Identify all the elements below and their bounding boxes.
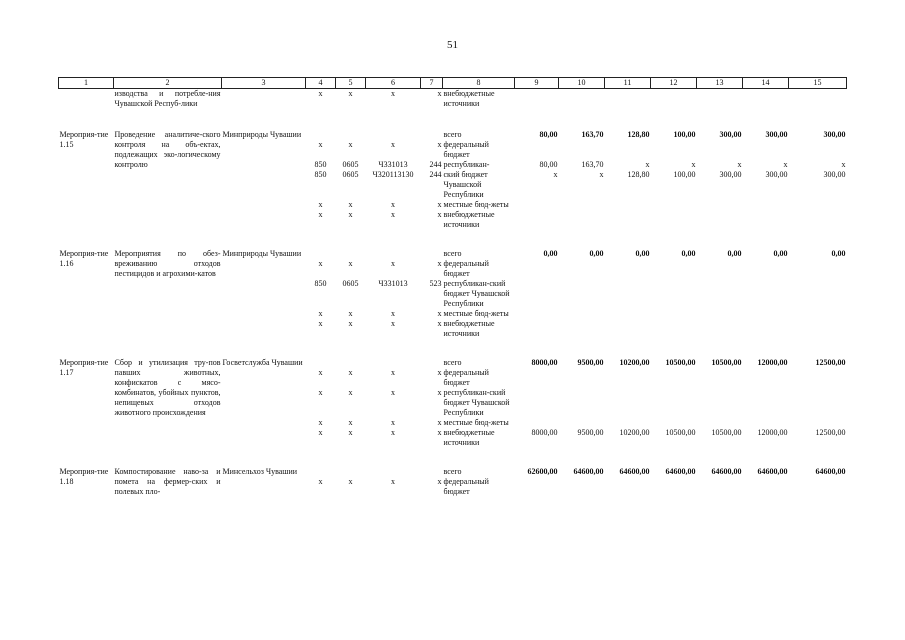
amount-cell: x (783, 160, 788, 169)
event-executor: Минсельхоз Чувашии (222, 467, 298, 476)
amount-cell: 10500,00 (711, 428, 742, 437)
amount-cell: 64600,00 (619, 467, 650, 476)
grbs-code: x (318, 319, 323, 328)
grbs-code: 850 (314, 170, 327, 179)
amount-cell: 128,80 (627, 130, 650, 139)
amount-cell: 12500,00 (815, 428, 846, 437)
funding-source: местные бюд-жеты (443, 309, 509, 318)
grbs-code (306, 467, 336, 477)
amount-cell (515, 259, 559, 279)
expense-type-code (421, 467, 443, 477)
amount-cell: 128,80 (627, 170, 650, 179)
budget-table (58, 77, 847, 497)
column-header: 10 (559, 78, 605, 89)
column-header: 12 (651, 78, 697, 89)
column-header: 13 (697, 78, 743, 89)
amount-cell (697, 368, 743, 388)
amount-cell: 80,00 (539, 130, 558, 139)
section-code: x (348, 368, 353, 377)
spacer-cell (59, 230, 847, 249)
amount-cell (515, 368, 559, 388)
target-article-code: Ч331013 (378, 279, 408, 288)
amount-cell: 300,00 (823, 130, 846, 139)
grbs-code: x (318, 368, 323, 377)
amount-cell: 10500,00 (665, 428, 696, 437)
column-header: 11 (605, 78, 651, 89)
amount-cell (743, 319, 789, 339)
cell-x: x (391, 89, 395, 98)
section-code (336, 467, 366, 477)
amount-cell: 12500,00 (815, 358, 846, 367)
funding-source: всего (443, 249, 462, 258)
funding-source: ский бюджет Чувашской Республики (443, 170, 488, 199)
grbs-code (306, 130, 336, 140)
amount-cell (515, 210, 559, 230)
amount-cell (789, 388, 847, 418)
amount-cell: 62600,00 (527, 467, 558, 476)
amount-cell: 300,00 (823, 170, 846, 179)
column-header: 2 (114, 78, 222, 89)
amount-cell (559, 418, 605, 428)
column-header: 5 (336, 78, 366, 89)
grbs-code: x (318, 309, 323, 318)
spacer-row (59, 448, 847, 467)
amount-cell: x (553, 170, 558, 179)
cell-x: x (318, 89, 323, 98)
grbs-code: 850 (314, 279, 327, 288)
amount-cell: 0,00 (635, 249, 650, 258)
cell-x: x (437, 89, 442, 98)
section-code: x (348, 259, 353, 268)
column-header: 7 (421, 78, 443, 89)
event-name: Мероприятия по обез-вреживанию отходов пестицидов и агрохими-катов (114, 249, 221, 278)
amount-cell (697, 319, 743, 339)
amount-cell: 64600,00 (573, 467, 604, 476)
table-row (59, 358, 847, 368)
table-row (59, 130, 847, 140)
amount-cell: x (841, 160, 846, 169)
header-row (59, 78, 847, 89)
expense-type-code: 244 (429, 170, 442, 179)
expense-type-code: x (437, 368, 442, 377)
table-row (59, 467, 847, 477)
grbs-code: x (318, 477, 323, 486)
amount-cell (789, 200, 847, 210)
amount-cell: 0,00 (589, 249, 604, 258)
amount-cell: 300,00 (719, 170, 742, 179)
expense-type-code: 523 (429, 279, 442, 288)
section-code: x (348, 418, 353, 427)
amount-cell (697, 477, 743, 497)
column-header: 6 (366, 78, 421, 89)
grbs-code: x (318, 210, 323, 219)
expense-type-code: x (437, 418, 442, 427)
event-executor: Госветслужба Чувашии (222, 358, 303, 367)
amount-cell (697, 418, 743, 428)
amount-cell (651, 140, 697, 160)
amount-cell (743, 309, 789, 319)
section-code: 0605 (342, 170, 359, 179)
amount-cell: 9500,00 (577, 358, 604, 367)
spacer-row (59, 109, 847, 130)
funding-source: федеральный бюджет (443, 368, 489, 387)
section-code: x (348, 210, 353, 219)
section-code: 0605 (342, 160, 359, 169)
amount-cell (789, 319, 847, 339)
grbs-code: x (318, 200, 323, 209)
amount-cell (605, 368, 651, 388)
target-article-code (366, 358, 421, 368)
amount-cell (605, 477, 651, 497)
cell-x: x (348, 89, 353, 98)
amount-cell (515, 418, 559, 428)
amount-cell (515, 309, 559, 319)
amount-cell: 64600,00 (711, 467, 742, 476)
funding-source: внебюджетные источники (443, 428, 495, 447)
section-code: x (348, 309, 353, 318)
expense-type-code: x (437, 428, 442, 437)
funding-source: республикан- (443, 160, 490, 169)
amount-cell: 12000,00 (757, 428, 788, 437)
amount-cell (789, 418, 847, 428)
expense-type-code: x (437, 259, 442, 268)
amount-cell (559, 259, 605, 279)
continuation-row (59, 89, 847, 110)
grbs-code: x (318, 140, 323, 149)
amount-cell (559, 200, 605, 210)
expense-type-code: 244 (429, 160, 442, 169)
amount-cell (697, 140, 743, 160)
amount-cell: 80,00 (539, 160, 558, 169)
amount-cell (651, 200, 697, 210)
amount-cell (559, 210, 605, 230)
amount-cell (605, 259, 651, 279)
amount-cell (789, 259, 847, 279)
table-row (59, 249, 847, 259)
target-article-code: Ч320113130 (372, 170, 414, 179)
grbs-code: 850 (314, 160, 327, 169)
amount-cell (605, 210, 651, 230)
amount-cell: 300,00 (765, 170, 788, 179)
grbs-code (306, 358, 336, 368)
target-article-code: x (391, 140, 395, 149)
column-header: 1 (59, 78, 114, 89)
amount-cell (605, 279, 651, 309)
target-article-code: x (391, 200, 395, 209)
spacer-cell (59, 109, 847, 130)
amount-cell: 100,00 (673, 130, 696, 139)
target-article-code: x (391, 319, 395, 328)
section-code: x (348, 319, 353, 328)
amount-cell (515, 140, 559, 160)
target-article-code: x (391, 477, 395, 486)
section-code (336, 130, 366, 140)
grbs-code: x (318, 428, 323, 437)
event-executor: Минприроды Чувашии (222, 130, 302, 139)
amount-cell: 100,00 (673, 170, 696, 179)
continued-name: изводства и потребле-ния Чувашской Респуб-лики (114, 89, 221, 108)
spacer-cell (59, 448, 847, 467)
amount-cell (515, 319, 559, 339)
event-code: Мероприя-тие 1.17 (59, 358, 109, 377)
column-header: 9 (515, 78, 559, 89)
amount-cell: 64600,00 (665, 467, 696, 476)
amount-cell: 0,00 (773, 249, 788, 258)
amount-cell (515, 279, 559, 309)
amount-cell (559, 388, 605, 418)
amount-cell: x (645, 160, 650, 169)
event-name: Проведение аналитиче-ского контроля на объ-ектах, подлежащих эко-логическому контролю (114, 130, 221, 169)
amount-cell (651, 477, 697, 497)
target-article-code: x (391, 368, 395, 377)
funding-source: федеральный бюджет (443, 259, 489, 278)
funding-source: внебюджетные источники (443, 89, 495, 108)
amount-cell (789, 140, 847, 160)
amount-cell (559, 140, 605, 160)
spacer-cell (59, 339, 847, 358)
amount-cell (697, 309, 743, 319)
target-article-code (366, 249, 421, 259)
amount-cell: 10500,00 (711, 358, 742, 367)
amount-cell (743, 210, 789, 230)
section-code: x (348, 140, 353, 149)
amount-cell (789, 279, 847, 309)
amount-cell: 64600,00 (757, 467, 788, 476)
amount-cell: 0,00 (727, 249, 742, 258)
amount-cell (789, 368, 847, 388)
amount-cell (515, 477, 559, 497)
target-article-code (366, 130, 421, 140)
expense-type-code (421, 249, 443, 259)
amount-cell (651, 418, 697, 428)
amount-cell (697, 210, 743, 230)
amount-cell (743, 200, 789, 210)
amount-cell (743, 279, 789, 309)
amount-cell (743, 418, 789, 428)
amount-cell: 10200,00 (619, 358, 650, 367)
amount-cell (515, 388, 559, 418)
amount-cell: 163,70 (581, 160, 604, 169)
amount-cell (697, 259, 743, 279)
amount-cell: 0,00 (543, 249, 558, 258)
amount-cell (605, 319, 651, 339)
funding-source: республикан-ский бюджет Чувашской Республики (443, 279, 510, 308)
funding-source: внебюджетные источники (443, 319, 495, 338)
amount-cell (697, 200, 743, 210)
amount-cell: x (737, 160, 742, 169)
amount-cell (743, 140, 789, 160)
target-article-code: x (391, 210, 395, 219)
funding-source: всего (443, 467, 462, 476)
amount-cell: 300,00 (765, 130, 788, 139)
amount-cell (605, 140, 651, 160)
expense-type-code: x (437, 477, 442, 486)
expense-type-code: x (437, 140, 442, 149)
amount-cell: 163,70 (581, 130, 604, 139)
expense-type-code: x (437, 309, 442, 318)
funding-source: всего (443, 130, 462, 139)
amount-cell (697, 279, 743, 309)
funding-source: всего (443, 358, 462, 367)
section-code: 0605 (342, 279, 359, 288)
amount-cell (789, 210, 847, 230)
amount-cell (605, 200, 651, 210)
expense-type-code: x (437, 200, 442, 209)
spacer-row (59, 339, 847, 358)
funding-source: федеральный бюджет (443, 477, 489, 496)
amount-cell: 10200,00 (619, 428, 650, 437)
target-article-code: x (391, 418, 395, 427)
amount-cell (605, 388, 651, 418)
funding-source: местные бюд-жеты (443, 418, 509, 427)
expense-type-code: x (437, 210, 442, 219)
target-article-code: x (391, 309, 395, 318)
grbs-code: x (318, 388, 323, 397)
column-header: 14 (743, 78, 789, 89)
amount-cell: 0,00 (831, 249, 846, 258)
amount-cell (789, 309, 847, 319)
amount-cell: x (599, 170, 604, 179)
amount-cell: 10500,00 (665, 358, 696, 367)
amount-cell (743, 368, 789, 388)
grbs-code: x (318, 418, 323, 427)
amount-cell: 300,00 (719, 130, 742, 139)
funding-source: внебюджетные источники (443, 210, 495, 229)
amount-cell (651, 319, 697, 339)
target-article-code: x (391, 428, 395, 437)
event-code: Мероприя-тие 1.15 (59, 130, 109, 149)
amount-cell (515, 200, 559, 210)
funding-source: республикан-ский бюджет Чувашской Республики (443, 388, 510, 417)
section-code: x (348, 388, 353, 397)
amount-cell: 0,00 (681, 249, 696, 258)
event-code: Мероприя-тие 1.16 (59, 249, 109, 268)
section-code: x (348, 428, 353, 437)
amount-cell: 12000,00 (757, 358, 788, 367)
expense-type-code (421, 358, 443, 368)
amount-cell (651, 210, 697, 230)
amount-cell (697, 388, 743, 418)
grbs-code (306, 249, 336, 259)
spacer-row (59, 230, 847, 249)
amount-cell (559, 368, 605, 388)
amount-cell: x (691, 160, 696, 169)
amount-cell (743, 477, 789, 497)
expense-type-code (421, 130, 443, 140)
column-header: 8 (443, 78, 515, 89)
amount-cell: 8000,00 (531, 358, 558, 367)
target-article-code (366, 467, 421, 477)
amount-cell (743, 259, 789, 279)
amount-cell (559, 477, 605, 497)
column-header: 15 (789, 78, 847, 89)
amount-cell (651, 388, 697, 418)
amount-cell (559, 319, 605, 339)
page-number: 51 (447, 39, 458, 51)
amount-cell (651, 309, 697, 319)
amount-cell (651, 279, 697, 309)
amount-cell (605, 418, 651, 428)
amount-cell (789, 477, 847, 497)
target-article-code: Ч331013 (378, 160, 408, 169)
column-header: 3 (222, 78, 306, 89)
amount-cell (651, 259, 697, 279)
amount-cell (605, 309, 651, 319)
expense-type-code: x (437, 388, 442, 397)
section-code (336, 358, 366, 368)
funding-source: местные бюд-жеты (443, 200, 509, 209)
section-code: x (348, 477, 353, 486)
event-name: Сбор и утилизация тру-пов павших животных, конфискатов с мясо-комбинатов, убойных пунктов, непищевых отходов животного происхождения (114, 358, 221, 417)
target-article-code: x (391, 259, 395, 268)
amount-cell (559, 279, 605, 309)
section-code: x (348, 200, 353, 209)
grbs-code: x (318, 259, 323, 268)
amount-cell (743, 388, 789, 418)
amount-cell: 9500,00 (577, 428, 604, 437)
funding-source: федеральный бюджет (443, 140, 489, 159)
amount-cell: 64600,00 (815, 467, 846, 476)
event-executor: Минприроды Чувашии (222, 249, 302, 258)
expense-type-code: x (437, 319, 442, 328)
target-article-code: x (391, 388, 395, 397)
event-code: Мероприя-тие 1.18 (59, 467, 109, 486)
amount-cell: 8000,00 (531, 428, 558, 437)
event-name: Компостирование наво-за и помета на фермер-ских и полевых пло- (114, 467, 221, 496)
amount-cell (559, 309, 605, 319)
column-header: 4 (306, 78, 336, 89)
section-code (336, 249, 366, 259)
amount-cell (651, 368, 697, 388)
